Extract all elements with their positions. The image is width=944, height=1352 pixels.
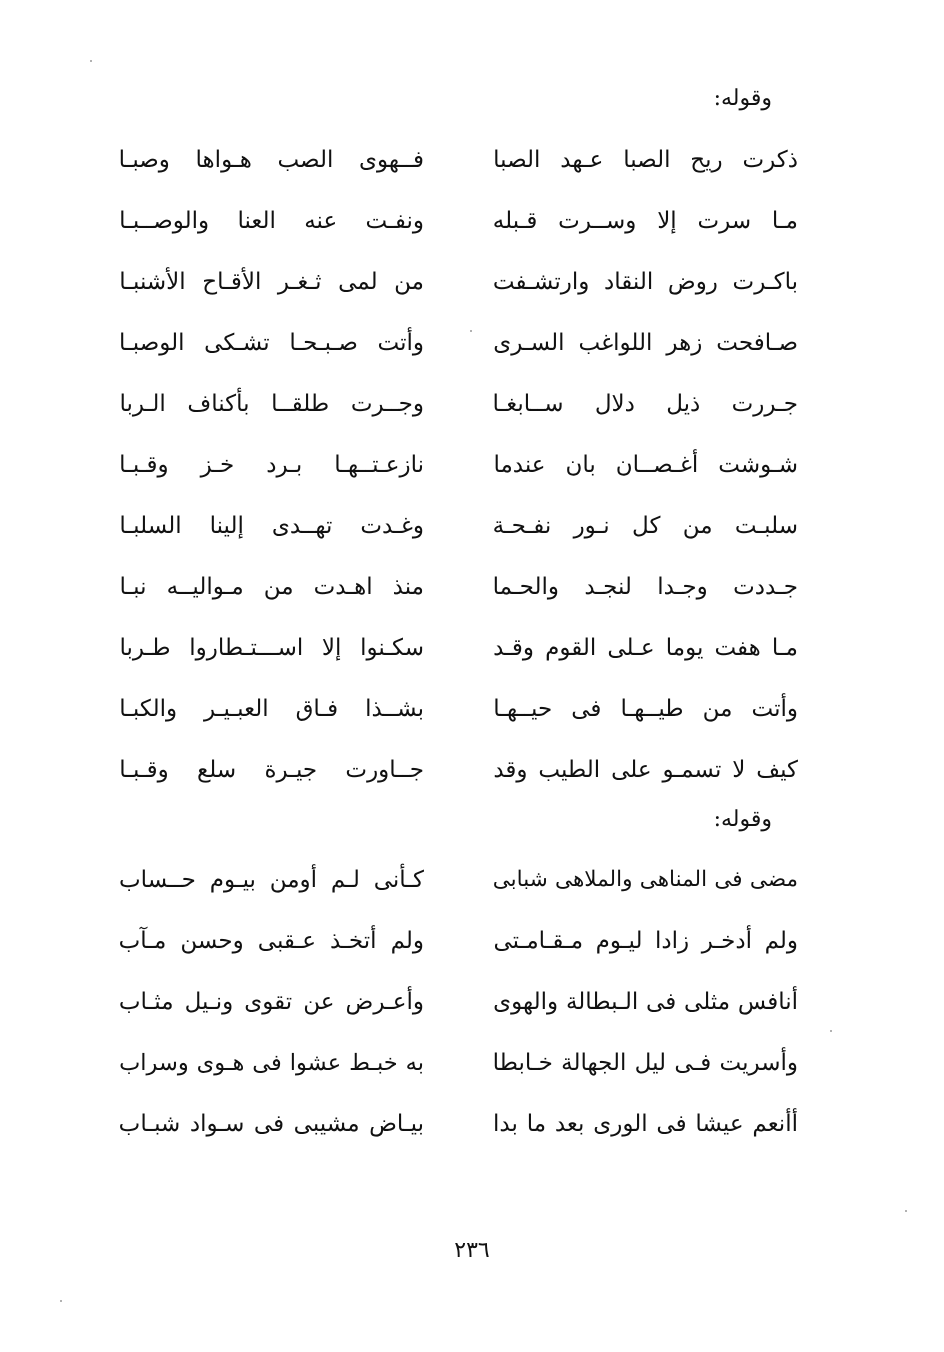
verse-first-hemistich <box>493 687 798 731</box>
hemistich-text: كيف لا تسمـو على الطيب وقد <box>493 757 798 783</box>
section-heading: وقوله: <box>713 86 772 111</box>
verse-first-hemistich <box>493 321 798 365</box>
hemistich-text: به خبـط عشوا فى هـوى وسراب <box>119 1050 424 1076</box>
poem-verse <box>0 1102 944 1163</box>
hemistich-text: بشــذا فـاق العبـيـر والكبـا <box>119 696 424 722</box>
poem-verse <box>0 858 944 919</box>
print-speck <box>90 60 92 62</box>
verse-first-hemistich <box>493 748 798 792</box>
poem-verse <box>0 443 944 504</box>
poem-verse <box>0 565 944 626</box>
hemistich-text: ذكرت ريح الصبا عـهد الصبا <box>493 147 798 173</box>
print-speck <box>60 1300 62 1302</box>
hemistich-text: مضى فى المناهى والملاهى شبابى <box>493 867 798 892</box>
verse-second-hemistich <box>119 199 424 243</box>
poem-verse <box>0 382 944 443</box>
verse-second-hemistich <box>119 858 424 902</box>
hemistich-text: وأعـرض عن تقوى ونـيل مثـاب <box>119 989 424 1015</box>
poem-verse <box>0 980 944 1041</box>
hemistich-text: صـافحت زهر اللواغب السـرى <box>493 330 798 356</box>
verse-first-hemistich <box>493 138 798 182</box>
hemistich-text: فــهوى الصب هـواها وصبـا <box>119 147 424 173</box>
hemistich-text: مـا سرت إلا وســرت قـبله <box>493 208 798 234</box>
verse-first-hemistich <box>493 260 798 304</box>
verse-first-hemistich <box>493 858 798 902</box>
section-heading: وقوله: <box>713 807 772 832</box>
hemistich-text: ونفـت عنه العنا والوصــبـا <box>119 208 424 234</box>
hemistich-text: وأتت من طيــهـا فى حيــهـا <box>493 696 798 722</box>
verse-first-hemistich <box>493 382 798 426</box>
verse-second-hemistich <box>119 687 424 731</box>
hemistich-text: مـا هفت يوما عـلى القوم وقـد <box>493 635 798 661</box>
poem-stanza-1 <box>0 138 944 809</box>
hemistich-text: أنافس مثلى فى الـبطالة والهوى <box>493 989 798 1015</box>
verse-first-hemistich <box>493 565 798 609</box>
verse-first-hemistich <box>493 1041 798 1085</box>
print-speck <box>905 1210 907 1212</box>
print-speck <box>830 1030 832 1032</box>
hemistich-text: وأسريت فـى ليل الجهالة خـابطا <box>493 1050 798 1076</box>
hemistich-text: جـررت ذيل دلال ســابغـا <box>493 391 798 417</box>
hemistich-text: شـوشت أغـصــان بان عندما <box>493 452 798 478</box>
poem-stanza-2 <box>0 858 944 1163</box>
poem-verse <box>0 321 944 382</box>
hemistich-text: وجــرت طلقــا بأكناف الـربا <box>119 391 424 417</box>
hemistich-text: نازعـتــهـا بـرد خـز وقـبـا <box>119 452 424 478</box>
hemistich-text: من لمى ثـغـر الأقـاح الأشنبـا <box>119 269 424 295</box>
hemistich-text: منذ اهـدت من مـواليــه نبـا <box>119 574 424 600</box>
poem-verse <box>0 138 944 199</box>
hemistich-text: بيـاض مشيبى فى سـواد شبـاب <box>119 1111 424 1137</box>
verse-second-hemistich <box>119 321 424 365</box>
verse-second-hemistich <box>119 138 424 182</box>
verse-second-hemistich <box>119 919 424 963</box>
poem-verse <box>0 199 944 260</box>
verse-second-hemistich <box>119 1041 424 1085</box>
poem-verse <box>0 504 944 565</box>
verse-second-hemistich <box>119 443 424 487</box>
page-number: ٢٣٦ <box>454 1238 490 1263</box>
poem-verse <box>0 687 944 748</box>
hemistich-text: وأتت صـبـحـا تشـكى الوصبـا <box>119 330 424 356</box>
hemistich-text: باكـرت روض النقاد وارتشـفت <box>493 269 798 295</box>
poem-verse <box>0 1041 944 1102</box>
verse-second-hemistich <box>119 748 424 792</box>
hemistich-text: جــاورت جيـرة سلع وقـبـا <box>119 757 424 783</box>
print-speck <box>470 330 472 332</box>
poem-verse <box>0 260 944 321</box>
verse-second-hemistich <box>119 565 424 609</box>
poem-verse <box>0 748 944 809</box>
verse-second-hemistich <box>119 382 424 426</box>
poem-verse <box>0 919 944 980</box>
verse-second-hemistich <box>119 1102 424 1146</box>
verse-first-hemistich <box>493 504 798 548</box>
verse-first-hemistich <box>493 919 798 963</box>
hemistich-text: جـددت وجـدا لنجـد والحـما <box>493 574 798 600</box>
verse-first-hemistich <box>493 980 798 1024</box>
hemistich-text: وغـدت تهــدى إلينا السلبـا <box>119 513 424 539</box>
hemistich-text: سلبـت من كل نـور نفـحـة <box>493 513 798 539</box>
poem-verse <box>0 626 944 687</box>
hemistich-text: سكـنوا إلا اســـتـطاروا طـربا <box>119 635 424 661</box>
hemistich-text: كـأنى لـم أومن بيـوم حــساب <box>119 867 424 893</box>
hemistich-text: أأنعم عيشا فى الورى بعد ما بدا <box>493 1111 798 1137</box>
verse-first-hemistich <box>493 199 798 243</box>
hemistich-text: ولم أدخـر زادا ليـوم مـقـامـتى <box>493 928 798 954</box>
verse-second-hemistich <box>119 260 424 304</box>
verse-second-hemistich <box>119 504 424 548</box>
hemistich-text: ولم أتخـذ عـقبى وحسن مـآب <box>119 928 424 954</box>
verse-second-hemistich <box>119 626 424 670</box>
verse-first-hemistich <box>493 1102 798 1146</box>
verse-first-hemistich <box>493 626 798 670</box>
verse-first-hemistich <box>493 443 798 487</box>
verse-second-hemistich <box>119 980 424 1024</box>
